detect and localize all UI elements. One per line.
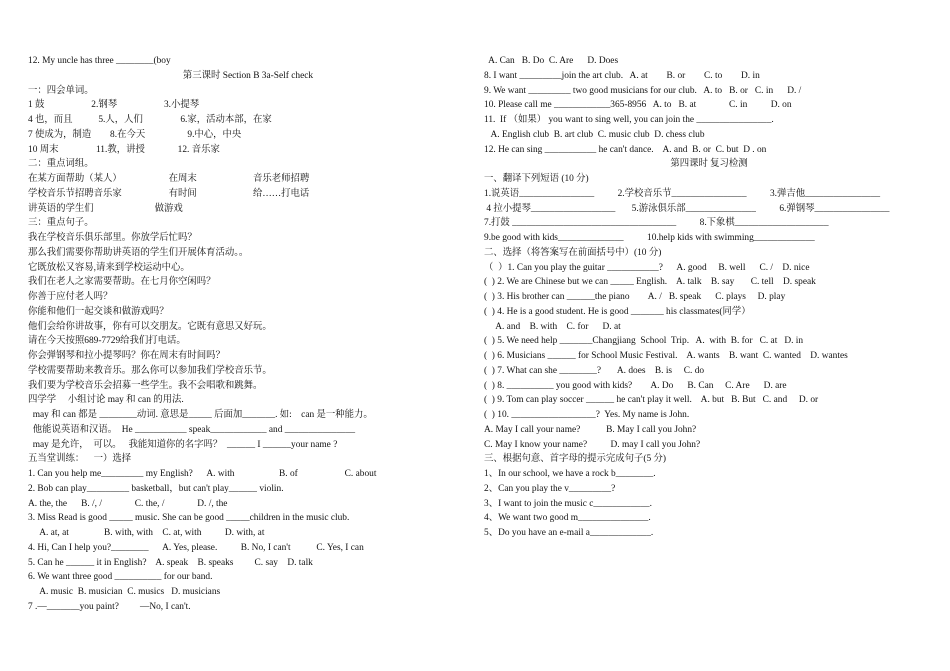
left-column-line: 我们在老人之家需要帮助。在七月你空闲吗？	[28, 277, 216, 288]
left-column-line: 那么我们需要你帮助讲英语的学生们开展体育活动。。	[28, 247, 249, 258]
right-column-line: 二、选择（将答案写在前面括号中）(10 分)	[484, 247, 662, 258]
left-column-line: 它既放松又容易,请来到学校运动中心。	[28, 262, 190, 273]
right-column-line: 1、In our school, we have a rock b________.	[484, 469, 656, 479]
left-column-line: 4 也，而且 5.人，人们 6.家，活动本部，在家	[28, 115, 272, 125]
left-column-line: A. music B. musician C. musics D. musicians	[28, 587, 221, 597]
left-column-line: 一：四会单词。	[28, 85, 94, 96]
left-column	[28, 54, 468, 615]
right-column-line: 9. We want _________ two good musicians for our club. A. to B. or C. in D. /	[484, 85, 802, 96]
right-column-line: 12. He can sing ___________ he can't dance. A. and B. or C. but D . on	[484, 144, 767, 155]
right-column-line: C. May I know your name? D. may I call you John?	[484, 439, 701, 450]
left-column-line: 我们要为学校音乐会招募一些学生。我不会唱歌和跳舞。	[28, 380, 263, 391]
left-column-line: 三：重点句子。	[28, 218, 94, 229]
left-column-line: 你能和他们一起交谈和做游戏吗？	[28, 306, 169, 317]
left-column-line: may 是允许， 可以。 我能知道你的名字吗？ ______ I ______your name ?	[28, 439, 338, 450]
left-column-line: may 和 can 都是 ________动词. 意思是_____ 后面加_______. 如: can 是一种能力。	[28, 410, 373, 420]
right-column-line: ( ) 10. __________________? Yes. My name is John.	[484, 410, 690, 420]
left-column-line: 学校音乐节招聘音乐家 有时间 给……打电话	[28, 188, 310, 199]
left-column-line: 二：重点词组。	[28, 159, 94, 170]
right-column-line: 4 拉小提琴__________________ 5.游泳俱乐部_______________ 6.弹钢琴________________	[484, 203, 890, 214]
right-column-line: 7.打鼓 ___________________________________ 8.下象棋____________________	[484, 218, 829, 229]
left-column-line: A. at, at B. with, with C. at, with D. with, at	[28, 528, 265, 538]
right-column-line: 5、Do you have an e-mail a_____________.	[484, 528, 654, 538]
right-column-line: ( ) 9. Tom can play soccer ______ he can't play it well. A. but B. But C. and D. or	[484, 395, 819, 406]
right-column-line: 第四课时 复习检测	[670, 159, 748, 170]
right-column-line: 一、翻译下列短语 (10 分)	[484, 174, 589, 184]
left-column-line: 讲英语的学生们 做游戏	[28, 203, 183, 214]
left-column-line: 10 周末 11.教，讲授 12. 音乐家	[28, 144, 220, 155]
right-column-line: 1.说英语________________ 2.学校音乐节________________ 3.弹吉他________________	[484, 188, 881, 199]
right-column-line: A. Can B. Do C. Are D. Does	[484, 56, 619, 66]
right-column-line: 11. If （如果） you want to sing well, you can join the ________________.	[484, 115, 774, 125]
right-column-line: ( ) 6. Musicians ______ for School Music Festival. A. wants B. want C. wanted D. wantes	[484, 351, 848, 361]
left-column-line: 他能说英语和汉语。 He ___________ speak____________ and _______________	[28, 424, 356, 435]
left-column-line: A. the, the B. /, / C. the, / D. /, the	[28, 498, 228, 509]
left-column-line: 第三课时 Section B 3a-Self check	[182, 70, 314, 81]
right-column-line: 三、根据句意、首字母的提示完成句子(5 分)	[484, 454, 667, 465]
left-column-line: 学校需要帮助来教音乐。那么你可以参加我们学校音乐节。	[28, 365, 272, 376]
right-column-line: 3、I want to join the music c____________.	[484, 498, 652, 509]
right-column-line: ( ) 8. __________ you good with kids? A. Do B. Can C. Are D. are	[484, 380, 787, 391]
left-column-line: 你会弹钢琴和拉小提琴吗？你在周末有时间吗？	[28, 351, 225, 361]
right-column-line: A. English club B. art club C. music club D. chess club	[484, 129, 705, 140]
left-column-line: 3. Miss Read is good _____ music. She can be good _____children in the music club.	[28, 513, 350, 524]
left-column-line: 7 使成为，制造 8.在今天 9.中心，中央	[28, 129, 242, 140]
left-column-line: 请在今天按照689-7729给我们打电话。	[28, 336, 186, 347]
right-column-line: 2、Can you play the v_________?	[484, 483, 616, 494]
right-column-line: A. May I call your name? B. May I call you John?	[484, 424, 697, 435]
right-column-line: 4、We want two good m_______________.	[484, 513, 651, 524]
right-column-line: ( ) 4. He is a good student. He is good _______ his classmates(同学）	[484, 306, 751, 317]
right-column-line: 10. Please call me ____________365-8956 A. to B. at C. in D. on	[484, 100, 792, 111]
left-column-line: 你善于应付老人吗？	[28, 292, 113, 302]
right-column-line: 8. I want _________join the art club. A. at B. or C. to D. in	[484, 70, 760, 81]
left-column-line: 6. We want three good __________ for our band.	[28, 572, 213, 583]
left-column-line: 他们会给你讲故事，你有可以交朋友。它既有意思又好玩。	[28, 321, 272, 332]
left-column-line: 4. Hi, Can I help you?________ A. Yes, please. B. No, I can't C. Yes, I can	[28, 542, 364, 553]
right-column-line: A. and B. with C. for D. at	[484, 321, 621, 332]
left-column-line: 2. Bob can play_________ basketball，but can't play______ violin.	[28, 483, 284, 494]
right-column-line: 9.be good with kids______________ 10.help kids with swimming_____________	[484, 233, 815, 243]
right-column-line: ( ) 2. We are Chinese but we can _____ English. A. talk B. say C. tell D. speak	[484, 277, 816, 288]
left-column-line: 四学学 小组讨论 may 和 can 的用法.	[28, 395, 184, 406]
right-column	[484, 54, 934, 541]
left-column-line: 五当堂训练： 一）选择	[28, 454, 132, 465]
right-column-line: （ ）1. Can you play the guitar ___________? A. good B. well C. / D. nice	[484, 262, 810, 273]
left-column-line: 5. Can he ______ it in English? A. speak B. speaks C. say D. talk	[28, 557, 313, 568]
left-column-line: 我在学校音乐俱乐部里。你放学后忙吗？	[28, 233, 197, 243]
left-column-line: 1. Can you help me_________ my English? A. with B. of C. about	[28, 469, 377, 479]
right-column-line: ( ) 5. We need help _______Changjiang School Trip. A. with B. for C. at D. in	[484, 336, 804, 347]
left-column-line: 在某方面帮助（某人） 在周末 音乐老师招聘	[28, 174, 310, 184]
left-column-line: 1 鼓 2.钢琴 3.小提琴	[28, 100, 200, 111]
left-column-line: 12. My uncle has three ________(boy	[28, 56, 171, 66]
right-column-line: ( ) 7. What can she ________? A. does B. is C. do	[484, 365, 705, 376]
left-column-line: 7 .—_______you paint? —No, I can't.	[28, 601, 191, 612]
right-column-line: ( ) 3. His brother can ______the piano A. / B. speak C. plays D. play	[484, 292, 786, 302]
